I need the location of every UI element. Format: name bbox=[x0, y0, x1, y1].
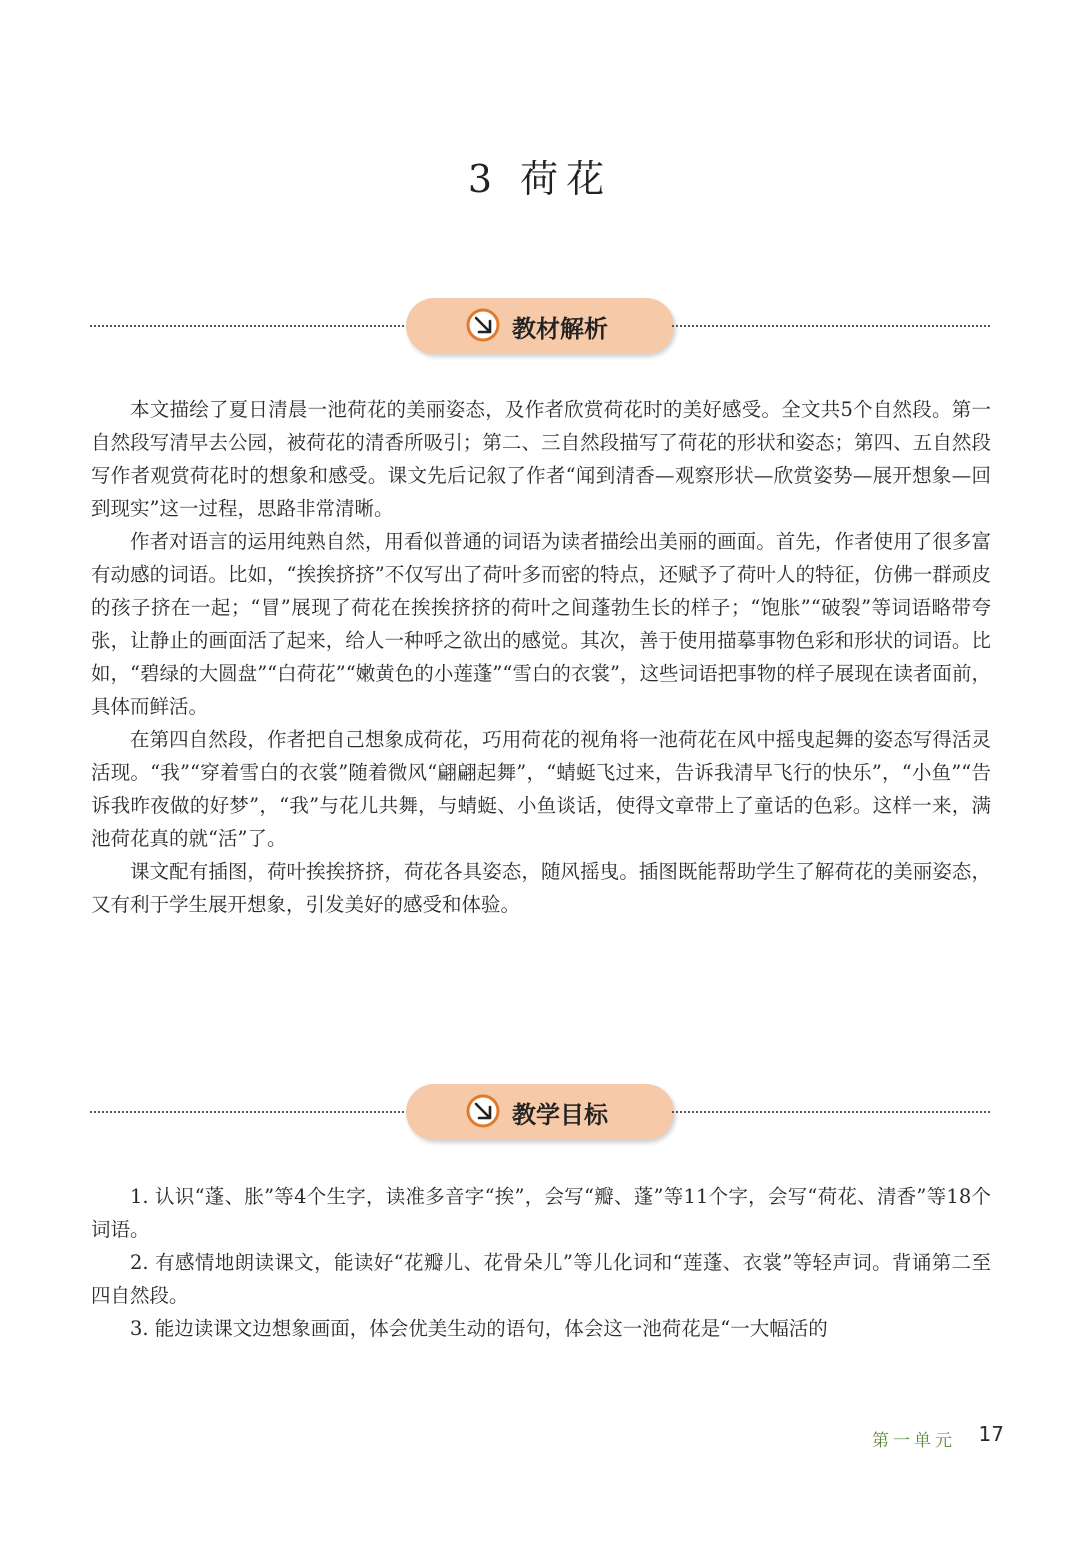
dotted-divider-left bbox=[90, 1111, 408, 1113]
objective-item: 1. 认识“蓬、胀”等4个生字，读准多音字“挨”，会写“瓣、蓬”等11个字，会写“荷花、清香”等18个词语。 bbox=[91, 1185, 991, 1241]
unit-label: 第一单元 bbox=[872, 1431, 956, 1451]
page-footer bbox=[0, 1422, 1080, 1452]
arrow-down-right-icon bbox=[466, 1094, 500, 1128]
analysis-body bbox=[91, 393, 991, 921]
dotted-divider-right bbox=[672, 325, 990, 327]
section-heading: 教学目标 bbox=[512, 1101, 608, 1129]
dotted-divider-left bbox=[90, 325, 408, 327]
paragraph: 课文配有插图，荷叶挨挨挤挤，荷花各具姿态，随风摇曳。插图既能帮助学生了解荷花的美丽姿态，又有利于学生展开想象，引发美好的感受和体验。 bbox=[91, 860, 991, 916]
paragraph: 本文描绘了夏日清晨一池荷花的美丽姿态，及作者欣赏荷花时的美好感受。全文共5个自然段。第一自然段写清早去公园，被荷花的清香所吸引；第二、三自然段描写了荷花的形状和姿态；第四、五自然段写作者观赏荷花时的想象和感受。课文先后记叙了作者“闻到清香—观察形状—欣赏姿势—展开想象—回到现实”这一过程，思路非常清晰。 bbox=[91, 398, 991, 520]
arrow-down-right-icon bbox=[466, 308, 500, 342]
section-heading-pill bbox=[406, 1084, 674, 1140]
objective-item: 3. 能边读课文边想象画面，体会优美生动的语句，体会这一池荷花是“一大幅活的 bbox=[130, 1317, 828, 1340]
section-header-analysis bbox=[90, 298, 990, 354]
objective-item: 2. 有感情地朗读课文，能读好“花瓣儿、花骨朵儿”等儿化词和“莲蓬、衣裳”等轻声词。背诵第二至四自然段。 bbox=[91, 1251, 991, 1307]
paragraph: 作者对语言的运用纯熟自然，用看似普通的词语为读者描绘出美丽的画面。首先，作者使用了很多富有动感的词语。比如，“挨挨挤挤”不仅写出了荷叶多而密的特点，还赋予了荷叶人的特征，仿佛一群顽皮的孩子挤在一起；“冒”展现了荷花在挨挨挤挤的荷叶之间蓬勃生长的样子；“饱胀”“破裂”等词语略带夸张，让静止的画面活了起来，给人一种呼之欲出的感觉。其次，善于使用描摹事物色彩和形状的词语。比如，“碧绿的大圆盘”“白荷花”“嫩黄色的小莲蓬”“雪白的衣裳”，这些词语把事物的样子展现在读者面前，具体而鲜活。 bbox=[91, 530, 991, 718]
page-number: 17 bbox=[978, 1422, 1004, 1446]
section-heading: 教材解析 bbox=[512, 315, 608, 343]
section-heading-pill bbox=[406, 298, 674, 354]
dotted-divider-right bbox=[672, 1111, 990, 1113]
objectives-body bbox=[91, 1180, 991, 1345]
page-title: 3 荷花 bbox=[467, 157, 613, 201]
section-header-objectives bbox=[90, 1084, 990, 1140]
paragraph: 在第四自然段，作者把自己想象成荷花，巧用荷花的视角将一池荷花在风中摇曳起舞的姿态写得活灵活现。“我”“穿着雪白的衣裳”随着微风“翩翩起舞”，“蜻蜓飞过来，告诉我清早飞行的快乐”，“小鱼”“告诉我昨夜做的好梦”，“我”与花儿共舞，与蜻蜓、小鱼谈话，使得文章带上了童话的色彩。这样一来，满池荷花真的就“活”了。 bbox=[91, 728, 991, 850]
